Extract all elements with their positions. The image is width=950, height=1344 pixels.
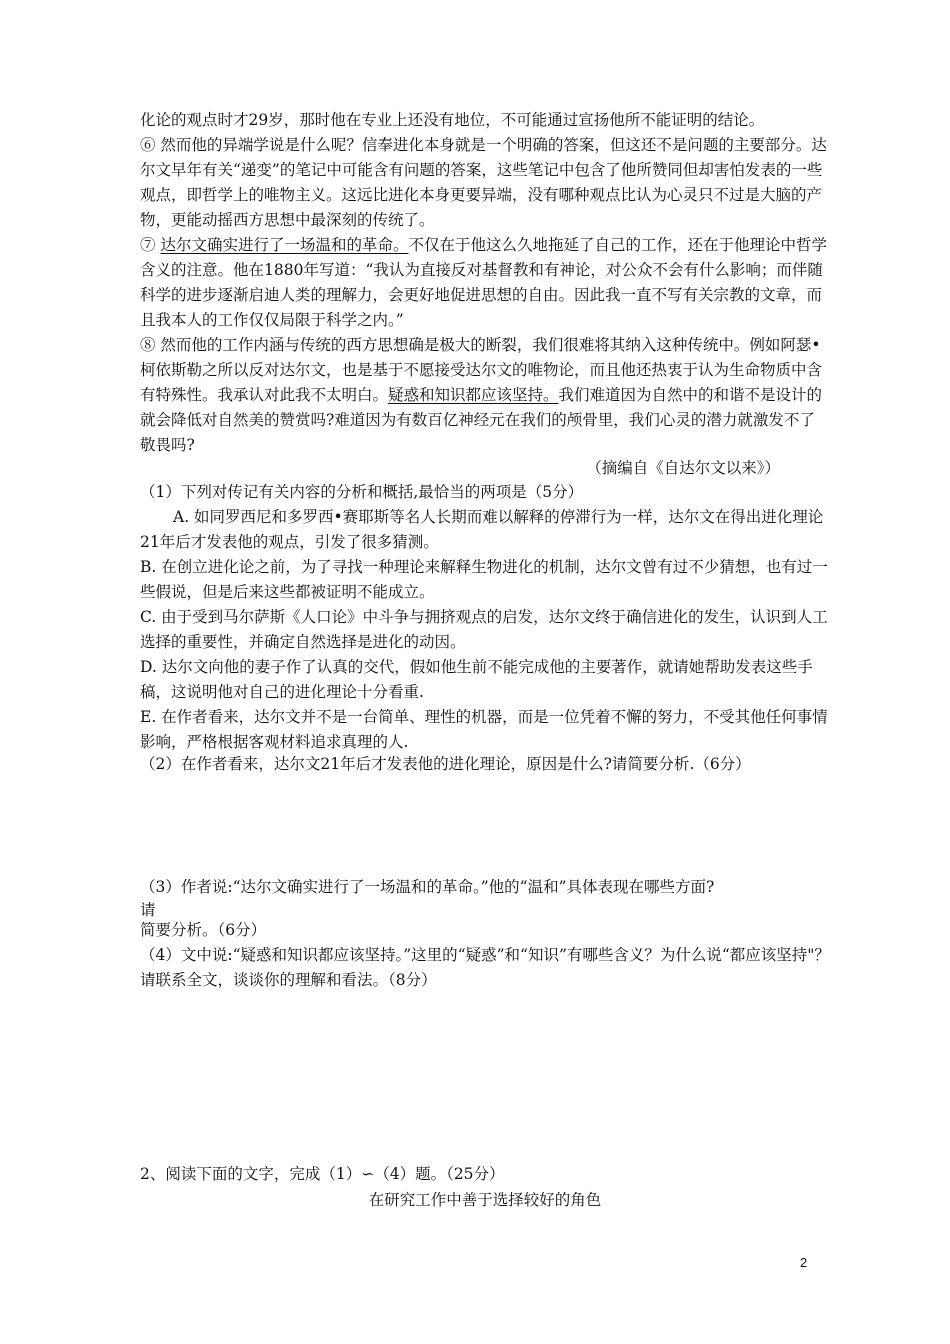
paragraph-7-number: ⑦ bbox=[140, 236, 161, 254]
source-citation: （摘编自《自达尔文以来》） bbox=[586, 459, 780, 477]
paragraph-8 bbox=[140, 333, 830, 458]
paragraph-8-text-after: 我们难道因为自然中的和谐不是设计的就会降低对自然美的赞赏吗?难道因为有数百亿神经元在我们的颅骨里，我们心灵的潜力就激发不了敬畏吗? bbox=[140, 386, 823, 454]
option-d: D. 达尔文向他的妻子作了认真的交代，假如他生前不能完成他的主要著作，就请她帮助发表这些手稿，这说明他对自己的进化理论十分看重. bbox=[140, 658, 813, 701]
paragraph-8-underlined: 疑惑和知识都应该坚持。 bbox=[388, 386, 559, 404]
paragraph-7-text: 不仅在于他这么久地拖延了自己的工作，还在于他理论中哲学含义的注意。他在1880年写道：“我认为直接反对基督教和有神论，对公众不会有什么影响；而伴随科学的进步逐渐启迪人类的理解力，会更好地促进思想的自由。因此我一直不写有关宗教的文章，而且我本人的工作仅仅局限于科学之内。” bbox=[140, 236, 827, 329]
option-e: E. 在作者看来，达尔文并不是一台简单、理性的机器，而是一位凭着不懈的努力，不受其他任何事情影响，严格根据客观材料追求真理的人. bbox=[140, 708, 828, 751]
section-2-heading: 2、阅读下面的文字，完成（1）∽（4）题。（25分） bbox=[140, 1165, 505, 1183]
paragraph-7 bbox=[140, 233, 830, 333]
question-4: （4）文中说:“疑惑和知识都应该坚持。”这里的“疑惑”和“知识”有哪些含义？为什么说“都应该坚持"？请联系全文，谈谈你的理解和看法。（8分） bbox=[140, 946, 830, 989]
question-3-line-3: 简要分析。（6分） bbox=[140, 921, 267, 939]
paragraph-continuation: 化论的观点时才29岁，那时他在专业上还没有地位，不可能通过宣扬他所不能证明的结论。 bbox=[140, 111, 765, 129]
question-1: （1）下列对传记有关内容的分析和概括,最恰当的两项是（5分） bbox=[140, 483, 584, 501]
section-2-title: 在研究工作中善于选择较好的角色 bbox=[368, 1191, 602, 1209]
paragraph-8-text-before: ⑧ 然而他的工作内涵与传统的西方思想确是极大的断裂，我们很难将其纳入这种传统中。例如阿瑟•柯依斯勒之所以反对达尔文，也是基于不愿接受达尔文的唯物论，而且他还热衷于认为生命物质中含有特殊性。我承认对此我不太明白。 bbox=[140, 336, 823, 404]
question-3-line-2: 请 bbox=[140, 901, 156, 919]
page-number: 2 bbox=[800, 1255, 808, 1270]
option-b: B. 在创立进化论之前，为了寻找一种理论来解释生物进化的机制，达尔文曾有过不少猜想，也有过一些假说，但是后来这些都被证明不能成立。 bbox=[140, 558, 828, 601]
question-3-line-1: （3）作者说:“达尔文确实进行了一场温和的革命。”他的“温和”具体表现在哪些方面? bbox=[140, 878, 715, 896]
paragraph-7-underlined: 达尔文确实进行了一场温和的革命。 bbox=[160, 236, 409, 254]
option-a: A. 如同罗西尼和多罗西•赛耶斯等名人长期而难以解释的停滞行为一样，达尔文在得出进化理论21年后才发表他的观点，引发了很多猜测。 bbox=[140, 508, 824, 551]
option-c: C. 由于受到马尔萨斯《人口论》中斗争与拥挤观点的启发，达尔文终于确信进化的发生，认识到人工选择的重要性，并确定自然选择是进化的动因。 bbox=[140, 608, 828, 651]
question-2: （2）在作者看来，达尔文21年后才发表他的进化理论，原因是什么?请简要分析.（6分） bbox=[140, 755, 751, 773]
paragraph-6: ⑥ 然而他的异端学说是什么呢？信奉进化本身就是一个明确的答案，但这还不是问题的主要部分。达尔文早年有关“递变”的笔记中可能含有问题的答案，这些笔记中包含了他所赞同但却害怕发表的一些观点，即哲学上的唯物主义。这远比进化本身更要异端，没有哪种观点比认为心灵只不过是大脑的产物，更能动摇西方思想中最深刻的传统了。 bbox=[140, 136, 827, 229]
